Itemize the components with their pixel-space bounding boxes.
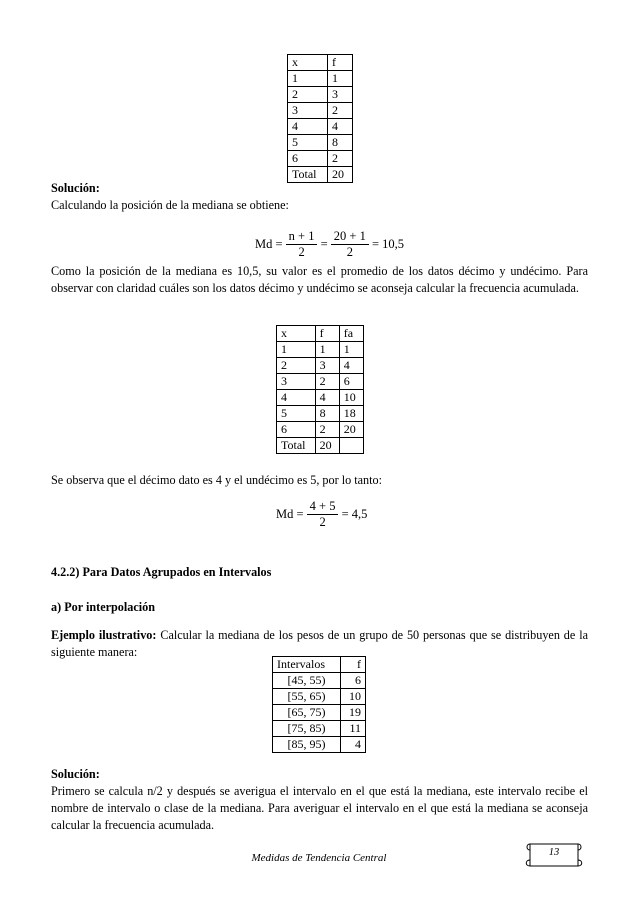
table-row xyxy=(273,673,366,689)
table-row xyxy=(288,103,353,119)
table-row xyxy=(277,358,364,374)
table-header-row xyxy=(288,55,353,71)
table-row xyxy=(277,390,364,406)
table-cell: Total xyxy=(288,167,328,183)
table-cell: 4 xyxy=(277,390,316,406)
table-header-row xyxy=(277,326,364,342)
table-cell: 6 xyxy=(340,673,365,689)
section-heading: 4.2.2) Para Datos Agrupados en Intervalos xyxy=(51,565,272,579)
table-cell: 20 xyxy=(339,422,363,438)
observation-paragraph: Se observa que el décimo dato es 4 y el undécimo es 5, por lo tanto: xyxy=(51,473,383,487)
eq-fraction-1-denominator: 2 xyxy=(298,245,305,259)
table-cell: 11 xyxy=(340,721,365,737)
table-cell: 3 xyxy=(327,87,352,103)
footer-title: Medidas de Tendencia Central xyxy=(251,852,387,864)
table-cell: 3 xyxy=(277,374,316,390)
table-row xyxy=(277,422,364,438)
table-cell: 1 xyxy=(339,342,363,358)
table-cell: 3 xyxy=(315,358,339,374)
table-cell: [45, 55) xyxy=(273,673,341,689)
cumulative-frequency-table xyxy=(276,325,364,454)
table-cell: 1 xyxy=(315,342,339,358)
table-header-cell: f xyxy=(327,55,352,71)
eq2-lhs: Md = xyxy=(276,507,304,521)
cumulative-frequency-table-body xyxy=(277,326,364,454)
table-row xyxy=(288,151,353,167)
table-cell: Total xyxy=(277,438,316,454)
interval-table-body xyxy=(273,657,366,753)
table-cell: 4 xyxy=(315,390,339,406)
table-cell: 5 xyxy=(288,135,328,151)
example-label: Ejemplo ilustrativo: xyxy=(51,628,157,642)
table-cell: 2 xyxy=(277,358,316,374)
table-cell: [75, 85) xyxy=(273,721,341,737)
eq2-denominator: 2 xyxy=(319,515,326,529)
example-text: Calcular la mediana de los pesos de un grupo de 50 personas que se distribuyen de la siguiente manera: xyxy=(51,628,588,659)
table-cell: 6 xyxy=(277,422,316,438)
eq2-numerator: 4 + 5 xyxy=(307,499,339,515)
table-cell: 1 xyxy=(288,71,328,87)
table-row xyxy=(288,87,353,103)
table-header-cell: Intervalos xyxy=(273,657,341,673)
table-cell: 5 xyxy=(277,406,316,422)
table-cell: 18 xyxy=(339,406,363,422)
table-header-cell: x xyxy=(288,55,328,71)
table-cell: 6 xyxy=(339,374,363,390)
eq-fraction-1-numerator: n + 1 xyxy=(286,229,318,245)
median-position-equation xyxy=(255,229,404,260)
table-cell: 8 xyxy=(327,135,352,151)
table-cell: 8 xyxy=(315,406,339,422)
explanation-paragraph: Como la posición de la mediana es 10,5, su valor es el promedio de los datos décimo y undécimo. Para observar con claridad cuáles son los datos décimo y undécimo se aconseja calcular la frecuencia acumulada. xyxy=(51,264,588,295)
solution2-heading: Solución: xyxy=(51,767,100,781)
subsection-heading: a) Por interpolación xyxy=(51,600,156,614)
eq2-result: = 4,5 xyxy=(341,507,368,521)
table-row xyxy=(277,438,364,454)
table-cell: 2 xyxy=(327,151,352,167)
table-cell: 20 xyxy=(327,167,352,183)
solution2-text: Primero se calcula n/2 y después se averigua el intervalo en el que está la mediana, este intervalo recibe el nombre de intervalo o clase de la mediana. Para averiguar el intervalo en el que está la mediana se aconseja calcular la frecuencia acumulada. xyxy=(51,784,588,832)
frequency-table xyxy=(287,54,353,183)
solution-heading: Solución: xyxy=(51,181,100,195)
table-cell xyxy=(339,438,363,454)
interval-table xyxy=(272,656,366,753)
table-cell: 19 xyxy=(340,705,365,721)
table-cell: 2 xyxy=(315,422,339,438)
table-cell: [65, 75) xyxy=(273,705,341,721)
table-header-row xyxy=(273,657,366,673)
solution-text: Calculando la posición de la mediana se obtiene: xyxy=(51,198,289,212)
table-row xyxy=(288,71,353,87)
table-cell: 1 xyxy=(277,342,316,358)
frequency-table-body xyxy=(288,55,353,183)
table-row xyxy=(273,737,366,753)
table-row xyxy=(277,374,364,390)
table-cell: 2 xyxy=(288,87,328,103)
eq-equals: = xyxy=(320,237,328,251)
table-row xyxy=(277,342,364,358)
page-number: 13 xyxy=(548,847,560,858)
table-cell: 10 xyxy=(340,689,365,705)
table-header-cell: x xyxy=(277,326,316,342)
table-cell: [85, 95) xyxy=(273,737,341,753)
table-header-cell: f xyxy=(340,657,365,673)
table-cell: 2 xyxy=(327,103,352,119)
eq-lhs: Md = xyxy=(255,237,283,251)
table-row xyxy=(273,705,366,721)
table-row xyxy=(288,119,353,135)
eq-result: = 10,5 xyxy=(371,237,405,251)
table-row xyxy=(273,721,366,737)
table-cell: 6 xyxy=(288,151,328,167)
table-cell: 20 xyxy=(315,438,339,454)
median-value-equation xyxy=(276,499,367,530)
table-cell: 10 xyxy=(339,390,363,406)
eq-fraction-2-numerator: 20 + 1 xyxy=(331,229,369,245)
table-header-cell: fa xyxy=(339,326,363,342)
table-cell: 4 xyxy=(288,119,328,135)
table-row xyxy=(288,135,353,151)
table-cell: 4 xyxy=(327,119,352,135)
table-row xyxy=(273,689,366,705)
table-cell: 2 xyxy=(315,374,339,390)
table-header-cell: f xyxy=(315,326,339,342)
table-cell: [55, 65) xyxy=(273,689,341,705)
eq-fraction-2-denominator: 2 xyxy=(346,245,353,259)
table-row xyxy=(277,406,364,422)
table-cell: 1 xyxy=(327,71,352,87)
table-cell: 4 xyxy=(340,737,365,753)
table-cell: 3 xyxy=(288,103,328,119)
table-cell: 4 xyxy=(339,358,363,374)
